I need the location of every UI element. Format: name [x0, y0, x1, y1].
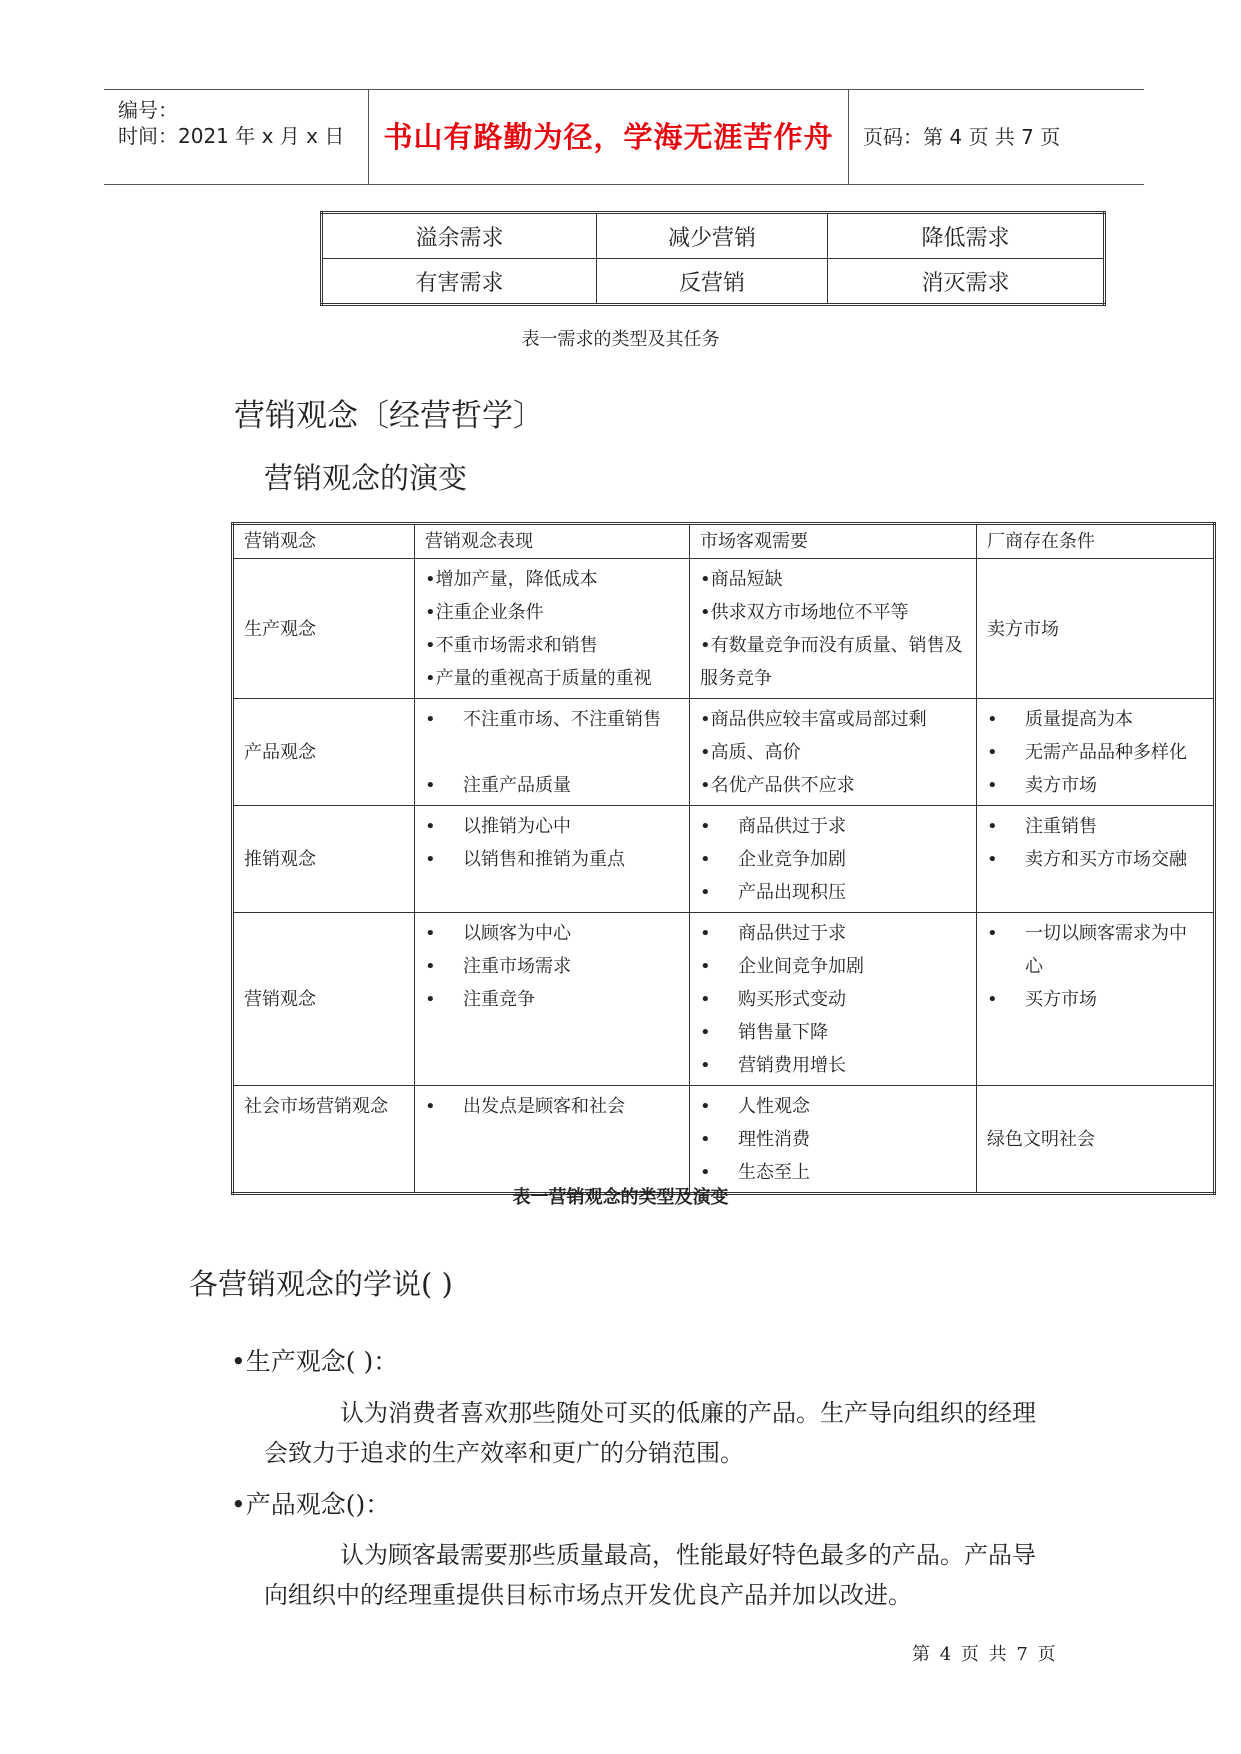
list-item: • 生态至上 [700, 1156, 966, 1189]
list-item: • 企业竞争加剧 [700, 843, 966, 876]
list-item: • 卖方和买方市场交融 [987, 843, 1203, 876]
table-row [322, 259, 1105, 305]
table-header-row [233, 524, 1215, 559]
section-title: 营销观念〔经营哲学〕 [234, 398, 544, 434]
list-item: •注重企业条件 [425, 602, 544, 623]
list-item: • 销售量下降 [700, 1016, 966, 1049]
table-cell: 反营销 [597, 259, 828, 305]
column-header: 厂商存在条件 [977, 524, 1215, 559]
column-header: 营销观念 [233, 524, 415, 559]
list-item: •高质、高价 [700, 742, 801, 763]
concept-expressions [415, 806, 690, 913]
product-concept-heading: •产品观念()： [231, 1490, 391, 1519]
concept-name: 推销观念 [233, 806, 415, 913]
market-needs [690, 913, 977, 1086]
market-needs [690, 806, 977, 913]
vendor-conditions [977, 699, 1215, 806]
list-item: •商品短缺 [700, 569, 783, 590]
table-cell: 溢余需求 [322, 213, 597, 259]
list-item: • 商品供过于求 [700, 917, 966, 950]
concept-expressions [415, 1086, 690, 1194]
list-item: • 以销售和推销为重点 [425, 843, 679, 876]
concept-table-caption: 表一营销观念的类型及演变 [512, 1187, 729, 1208]
demand-types-table [320, 211, 1106, 306]
list-item: • 购买形式变动 [700, 983, 966, 1016]
column-header: 市场客观需要 [690, 524, 977, 559]
list-item: •不重市场需求和销售 [425, 635, 598, 656]
document-date: 时间：2021 年 x 月 x 日 [118, 124, 345, 148]
header-page-number: 页码：第 4 页 共 7 页 [863, 125, 1061, 149]
header-meta [104, 90, 369, 184]
paragraph-line: 认为消费者喜欢那些随处可买的低廉的产品。生产导向组织的经理 [340, 1399, 1036, 1427]
list-item: •名优产品供不应求 [700, 775, 855, 796]
list-item: • 注重产品质量 [425, 769, 679, 802]
document-number-label: 编号： [118, 98, 178, 122]
product-concept-paragraph [264, 1535, 1064, 1615]
marketing-concept-table [231, 522, 1216, 1195]
table-row [233, 1086, 1215, 1194]
table-cell: 有害需求 [322, 259, 597, 305]
list-item: • 理性消费 [700, 1123, 966, 1156]
concept-expressions [415, 913, 690, 1086]
paragraph-line: 会致力于追求的生产效率和更广的分销范围。 [264, 1439, 744, 1467]
list-item: 绿色文明社会 [987, 1129, 1095, 1150]
paragraph-line: 认为顾客最需要那些质量最高，性能最好特色最多的产品。产品导 [340, 1541, 1036, 1569]
list-item: • 人性观念 [700, 1090, 966, 1123]
concept-expressions [415, 699, 690, 806]
demand-table-caption: 表一需求的类型及其任务 [521, 329, 720, 350]
concept-name: 社会市场营销观念 [233, 1086, 415, 1194]
list-item: • 出发点是顾客和社会 [425, 1090, 679, 1123]
list-item: • 一切以顾客需求为中 [987, 917, 1203, 950]
list-item: • 注重销售 [987, 810, 1203, 843]
table-row [233, 699, 1215, 806]
list-item: •增加产量，降低成本 [425, 569, 598, 590]
subsection-title: 营销观念的演变 [264, 461, 468, 495]
market-needs [690, 559, 977, 699]
list-item: • 营销费用增长 [700, 1049, 966, 1082]
header-slogan: 书山有路勤为径，学海无涯苦作舟 [369, 90, 849, 184]
list-item: • 不注重市场、不注重销售 [425, 703, 679, 736]
concept-name: 生产观念 [233, 559, 415, 699]
table-cell: 消灭需求 [828, 259, 1105, 305]
market-needs [690, 699, 977, 806]
concept-name: 营销观念 [233, 913, 415, 1086]
list-item: • 商品供过于求 [700, 810, 966, 843]
production-concept-paragraph [264, 1393, 1064, 1473]
page-header [104, 89, 1144, 185]
list-item: • 注重市场需求 [425, 950, 679, 983]
concept-name: 产品观念 [233, 699, 415, 806]
list-item-continuation: 心 [1025, 956, 1043, 977]
theory-section-title: 各营销观念的学说( ) [189, 1267, 453, 1301]
list-item: • 注重竞争 [425, 983, 679, 1016]
list-item: • 卖方市场 [987, 769, 1203, 802]
list-item: • 产品出现积压 [700, 876, 966, 909]
table-row [233, 806, 1215, 913]
table-cell: 减少营销 [597, 213, 828, 259]
table-row [233, 913, 1215, 1086]
column-header: 营销观念表现 [415, 524, 690, 559]
paragraph-line: 向组织中的经理重提供目标市场点开发优良产品并加以改进。 [264, 1581, 912, 1609]
list-item: •有数量竞争而没有质量、销售及 [700, 635, 963, 656]
table-row [233, 559, 1215, 699]
page-footer: 第 4 页 共 7 页 [912, 1644, 1058, 1665]
list-item: • 质量提高为本 [987, 703, 1203, 736]
vendor-conditions [977, 913, 1215, 1086]
list-item: • 无需产品品种多样化 [987, 736, 1203, 769]
list-item: • 以推销为心中 [425, 810, 679, 843]
vendor-conditions [977, 806, 1215, 913]
market-needs [690, 1086, 977, 1194]
list-item: 服务竞争 [700, 668, 772, 689]
table-cell: 降低需求 [828, 213, 1105, 259]
list-item: 卖方市场 [987, 618, 1059, 640]
table-row [322, 213, 1105, 259]
list-item: •产量的重视高于质量的重视 [425, 668, 652, 689]
vendor-conditions [977, 559, 1215, 699]
concept-expressions [415, 559, 690, 699]
list-item: •供求双方市场地位不平等 [700, 602, 909, 623]
list-item: • 企业间竞争加剧 [700, 950, 966, 983]
production-concept-heading: •生产观念( )： [231, 1347, 399, 1376]
list-item: • 以顾客为中心 [425, 917, 679, 950]
list-item: • 买方市场 [987, 983, 1203, 1016]
vendor-conditions [977, 1086, 1215, 1194]
list-item: •商品供应较丰富或局部过剩 [700, 709, 927, 730]
